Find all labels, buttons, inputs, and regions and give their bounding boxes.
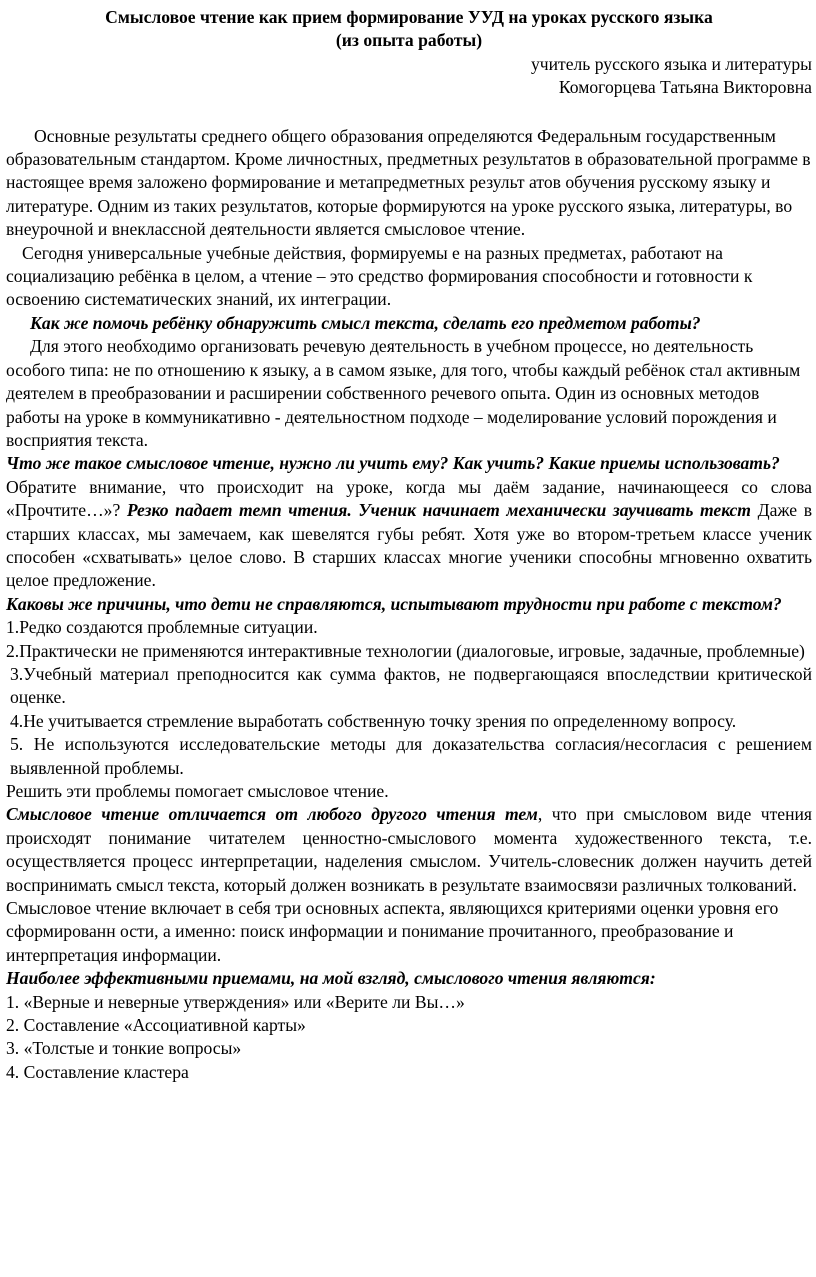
spacer [6, 100, 812, 125]
list-item: 2. Составление «Ассоциативной карты» [6, 1015, 306, 1036]
list-item: 3. «Толстые и тонкие вопросы» [6, 1038, 242, 1059]
document-title-line1: Смысловое чтение как прием формирование УУД на уроках русского языка [105, 7, 713, 27]
list-item: 5. Не используются исследовательские методы для доказательства согласия/несогласия с решением выявленной проблемы. [10, 734, 812, 778]
list-item: 4.Не учитывается стремление выработать собственную точку зрения по определенному вопросу. [10, 710, 737, 731]
paragraph-5: Решить эти проблемы помогает смысловое чтение. [6, 781, 389, 801]
question-3: Каковы же причины, что дети не справляются, испытывают трудности при работе с текстом? [6, 593, 782, 614]
paragraph-4-start: Обратите внимание, что происходит на уроке, когда мы даём задание, начинающееся со слова «Прочтите…»? [6, 476, 812, 521]
document-title-line2: (из опыта работы) [335, 30, 483, 51]
paragraph-6-emphasis: Смысловое чтение отличается от любого другого чтения тем [6, 804, 538, 825]
list-item: 3.Учебный материал преподносится как сумма фактов, не подвергающаяся впоследствии критической оценке. [10, 663, 812, 708]
list-item: 2.Практически не применяются интерактивные технологии (диалоговые, игровые, задачные, проблемные) [6, 640, 805, 661]
methods-list [6, 991, 812, 1085]
author-role: учитель русского языка и литературы [530, 53, 812, 74]
question-1: Как же помочь ребёнку обнаружить смысл текста, сделать его предметом работы? [30, 312, 701, 333]
reasons-list [6, 616, 812, 780]
paragraph-1: Основные результаты среднего общего образования определяются Федеральным государственным образовательным стандартом. Кроме личностных, предметных результатов в образовательной программе в настоящее время заложено формирование и метапредметных результ атов обучения русскому языку и литературе. Одним из таких результатов, которые формируются на уроке русского языка, литературы, во внеурочной и внеклассной деятельности является смысловое чтение. [6, 125, 811, 240]
paragraph-7: Смысловое чтение включает в себя три основных аспекта, являющихся критериями оценки уровня его сформированн ости, а именно: поиск информации и понимание прочитанного, преобразование и интерпретация информации. [6, 898, 779, 965]
paragraph-2: Сегодня универсальные учебные действия, формируемы е на разных предметах, работают на социализацию ребёнка в целом, а чтение – это средство формирования способности и готовности к освоению систематических знаний, их интеграции. [6, 242, 753, 310]
paragraph-6-rest: , что при смысловом виде чтения происходят понимание читателем ценностно-смыслового момента художественного текста, т.е. осуществляется процесс интерпретации, наделения смыслом. Учитель-словесник должен научить детей воспринимать смысл текста, который должен возникать в результате взаимосвязи различных толкований. [6, 804, 813, 895]
paragraph-4-emphasis: Резко падает темп чтения. Ученик начинает механически заучивать текст [126, 500, 751, 521]
author-name: Комогорцева Татьяна Викторовна [558, 77, 812, 98]
question-2: Что же такое смысловое чтение, нужно ли учить ему? Как учить? Какие приемы использовать? [6, 453, 780, 474]
list-item: 1. «Верные и неверные утверждения» или «Верите ли Вы…» [6, 991, 465, 1012]
list-item: 1.Редко создаются проблемные ситуации. [6, 617, 318, 638]
paragraph-4 [6, 476, 812, 593]
paragraph-3: Для этого необходимо организовать речевую деятельность в учебном процессе, но деятельность особого типа: не по отношению к языку, а в самом языке, для того, чтобы каждый ребёнок стал активным деятелем в преобразовании и расширении собственного речевого опыта. Один из основных методов работы на уроке в коммуникативно - деятельностном подходе – моделирование условий порождения и восприятия текста. [6, 336, 801, 450]
paragraph-4-end: Даже в старших классах, мы замечаем, как шевелятся губы ребят. Хотя уже во втором-третьем классе ученик способен «схватывать» целое слово. В старших классах многие ученики способны мгновенно охватить целое предложение. [6, 500, 813, 591]
list-item: 4. Составление кластера [6, 1061, 189, 1082]
question-4: Наиболее эффективными приемами, на мой взгляд, смыслового чтения являются: [6, 968, 656, 989]
paragraph-6 [6, 803, 812, 897]
